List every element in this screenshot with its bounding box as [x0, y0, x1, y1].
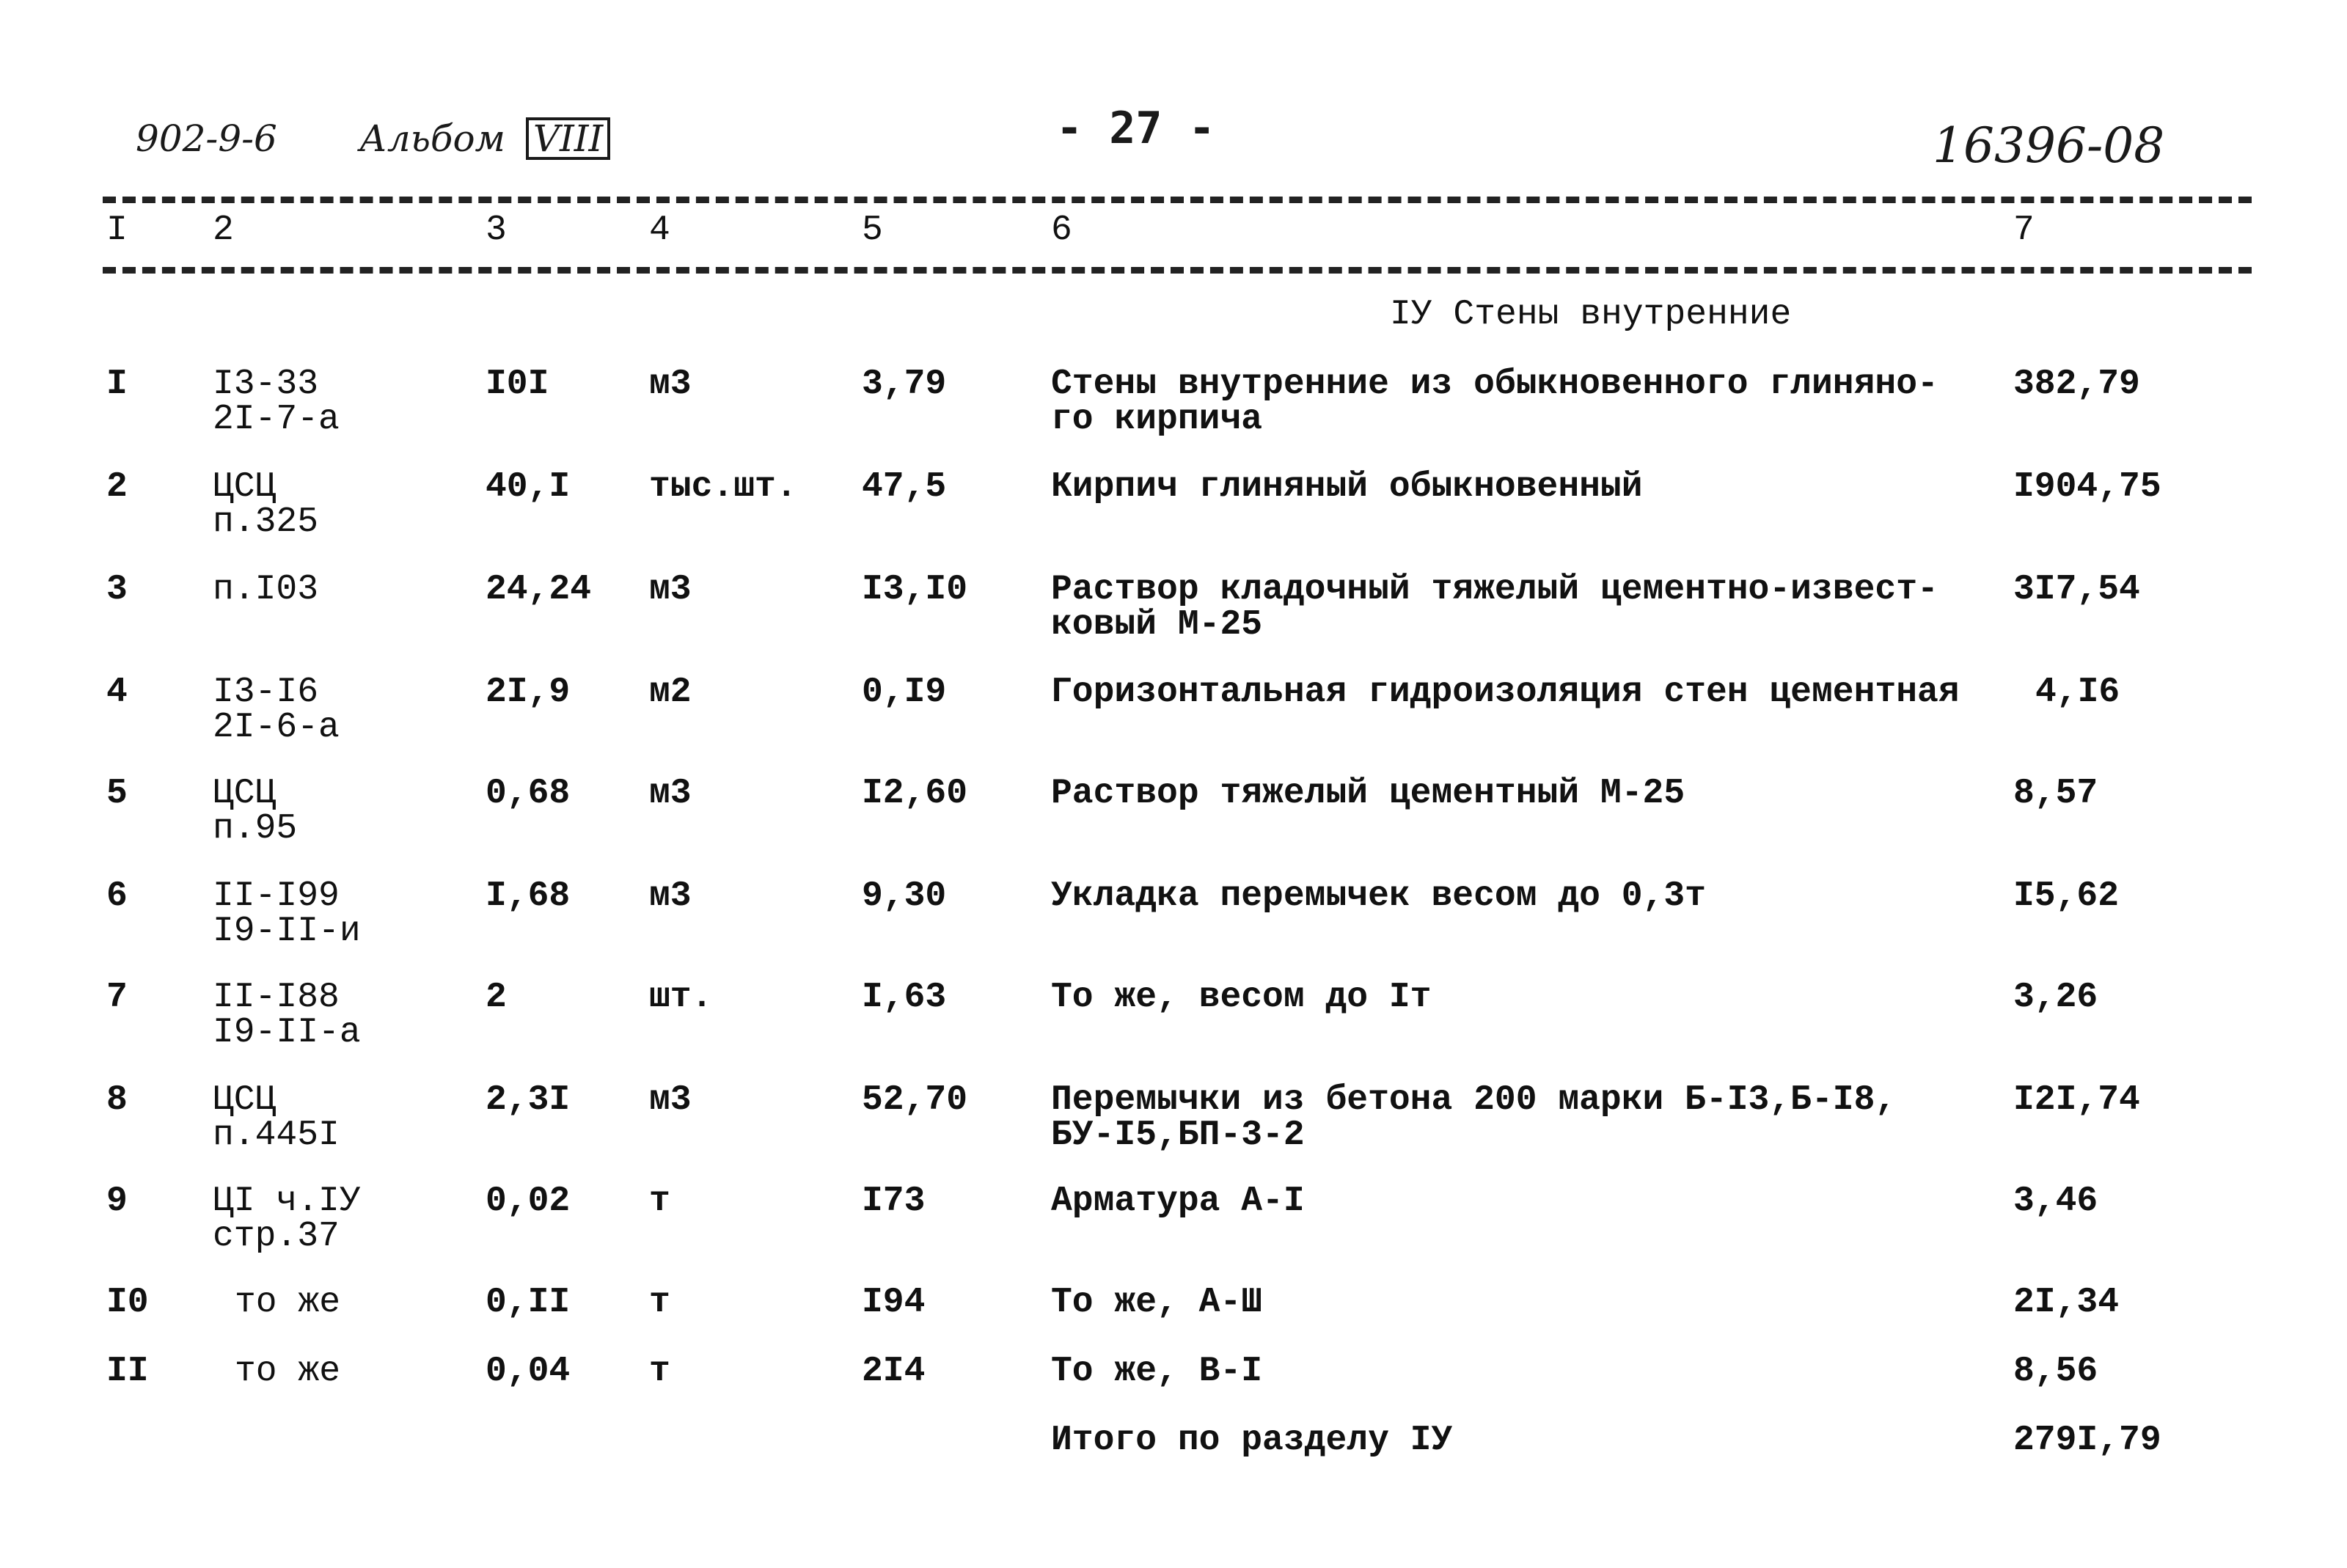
- quantity: 0,02: [486, 1182, 571, 1221]
- norm-code: ЦСЦ п.95: [213, 774, 298, 849]
- description: Раствор тяжелый цементный М-25: [1051, 774, 1685, 813]
- section-total-label: Итого по разделу IУ: [1051, 1421, 1453, 1460]
- norm-code: то же: [235, 1283, 341, 1322]
- unit-price: 3,79: [862, 364, 947, 404]
- unit-price: 2I4: [862, 1352, 926, 1391]
- column-number-7: 7: [2013, 210, 2035, 250]
- norm-code: I3-I6 2I-6-а: [213, 673, 340, 747]
- unit: м3: [649, 1080, 692, 1120]
- row-number: 7: [106, 978, 128, 1017]
- column-number-6: 6: [1051, 210, 1072, 250]
- unit: шт.: [649, 978, 713, 1017]
- total-cost: 4,I6: [2035, 673, 2120, 712]
- row-number: 4: [106, 673, 128, 712]
- row-number: 5: [106, 774, 128, 813]
- description: Горизонтальная гидроизоляция стен цементная: [1051, 673, 1960, 712]
- unit: м3: [649, 774, 692, 813]
- norm-code: ЦСЦ п.445I: [213, 1080, 340, 1155]
- unit: тыс.шт.: [649, 467, 797, 507]
- row-number: 2: [106, 467, 128, 507]
- unit-price: 47,5: [862, 467, 947, 507]
- column-number-2: 2: [213, 210, 234, 250]
- quantity: 24,24: [486, 570, 592, 609]
- quantity: 2I,9: [486, 673, 571, 712]
- quantity: 2,3I: [486, 1080, 571, 1120]
- unit: м2: [649, 673, 692, 712]
- unit-price: I,63: [862, 978, 947, 1017]
- quantity: I0I: [486, 364, 549, 404]
- total-cost: 8,57: [2013, 774, 2098, 813]
- description: Арматура А-I: [1051, 1182, 1305, 1221]
- document-number: 16396-08: [1933, 117, 2165, 174]
- quantity: 0,II: [486, 1283, 571, 1322]
- row-number: I0: [106, 1283, 149, 1322]
- column-number-1: I: [106, 210, 128, 250]
- quantity: 40,I: [486, 467, 571, 507]
- norm-code: II-I99 I9-II-и: [213, 876, 361, 951]
- description: То же, весом до Iт: [1051, 978, 1432, 1017]
- total-cost: 382,79: [2013, 364, 2140, 404]
- column-number-5: 5: [862, 210, 883, 250]
- description: Кирпич глиняный обыкновенный: [1051, 467, 1643, 507]
- total-cost: I5,62: [2013, 876, 2120, 916]
- norm-code: II-I88 I9-II-а: [213, 978, 361, 1052]
- row-number: 3: [106, 570, 128, 609]
- quantity: 0,04: [486, 1352, 571, 1391]
- unit-price: I2,60: [862, 774, 968, 813]
- description: То же, А-Ш: [1051, 1283, 1263, 1322]
- row-number: 6: [106, 876, 128, 916]
- unit: м3: [649, 570, 692, 609]
- unit: м3: [649, 364, 692, 404]
- norm-code: ЦI ч.IУ стр.37: [213, 1182, 361, 1256]
- column-number-3: 3: [486, 210, 507, 250]
- section-total-value: 279I,79: [2013, 1421, 2161, 1460]
- section-title: IУ Стены внутренние: [1390, 295, 1792, 334]
- total-cost: I904,75: [2013, 467, 2161, 507]
- unit: м3: [649, 876, 692, 916]
- album-number: VIII: [526, 117, 610, 160]
- description: Перемычки из бетона 200 марки Б-I3,Б-I8, БУ-I5,БП-3-2: [1051, 1080, 1897, 1155]
- total-cost: I2I,74: [2013, 1080, 2140, 1120]
- unit-price: I3,I0: [862, 570, 968, 609]
- row-number: I: [106, 364, 128, 404]
- album-word: Альбом: [359, 117, 505, 160]
- row-number: 9: [106, 1182, 128, 1221]
- page-number: - 27 -: [1056, 103, 1215, 154]
- unit: т: [649, 1352, 670, 1391]
- description: Раствор кладочный тяжелый цементно-извест- ковый М-25: [1051, 570, 1938, 645]
- total-cost: 3I7,54: [2013, 570, 2140, 609]
- table-header-rule: [103, 267, 2252, 274]
- unit-price: 0,I9: [862, 673, 947, 712]
- project-code: 902-9-6: [136, 117, 277, 160]
- norm-code: I3-33 2I-7-а: [213, 364, 340, 439]
- description: Стены внутренние из обыкновенного глиняно- го кирпича: [1051, 364, 1938, 439]
- unit-price: 52,70: [862, 1080, 968, 1120]
- total-cost: 3,26: [2013, 978, 2098, 1017]
- unit-price: I73: [862, 1182, 926, 1221]
- total-cost: 3,46: [2013, 1182, 2098, 1221]
- total-cost: 8,56: [2013, 1352, 2098, 1391]
- norm-code: ЦСЦ п.325: [213, 467, 319, 542]
- norm-code: п.I03: [213, 570, 319, 609]
- album-label: [359, 117, 610, 160]
- quantity: I,68: [486, 876, 571, 916]
- unit: т: [649, 1182, 670, 1221]
- row-number: II: [106, 1352, 149, 1391]
- unit-price: 9,30: [862, 876, 947, 916]
- total-cost: 2I,34: [2013, 1283, 2120, 1322]
- quantity: 2: [486, 978, 507, 1017]
- norm-code: то же: [235, 1352, 341, 1391]
- table-top-rule: [103, 197, 2252, 203]
- unit: т: [649, 1283, 670, 1322]
- description: Укладка перемычек весом до 0,3т: [1051, 876, 1706, 916]
- description: То же, В-I: [1051, 1352, 1263, 1391]
- unit-price: I94: [862, 1283, 926, 1322]
- quantity: 0,68: [486, 774, 571, 813]
- column-number-4: 4: [649, 210, 670, 250]
- row-number: 8: [106, 1080, 128, 1120]
